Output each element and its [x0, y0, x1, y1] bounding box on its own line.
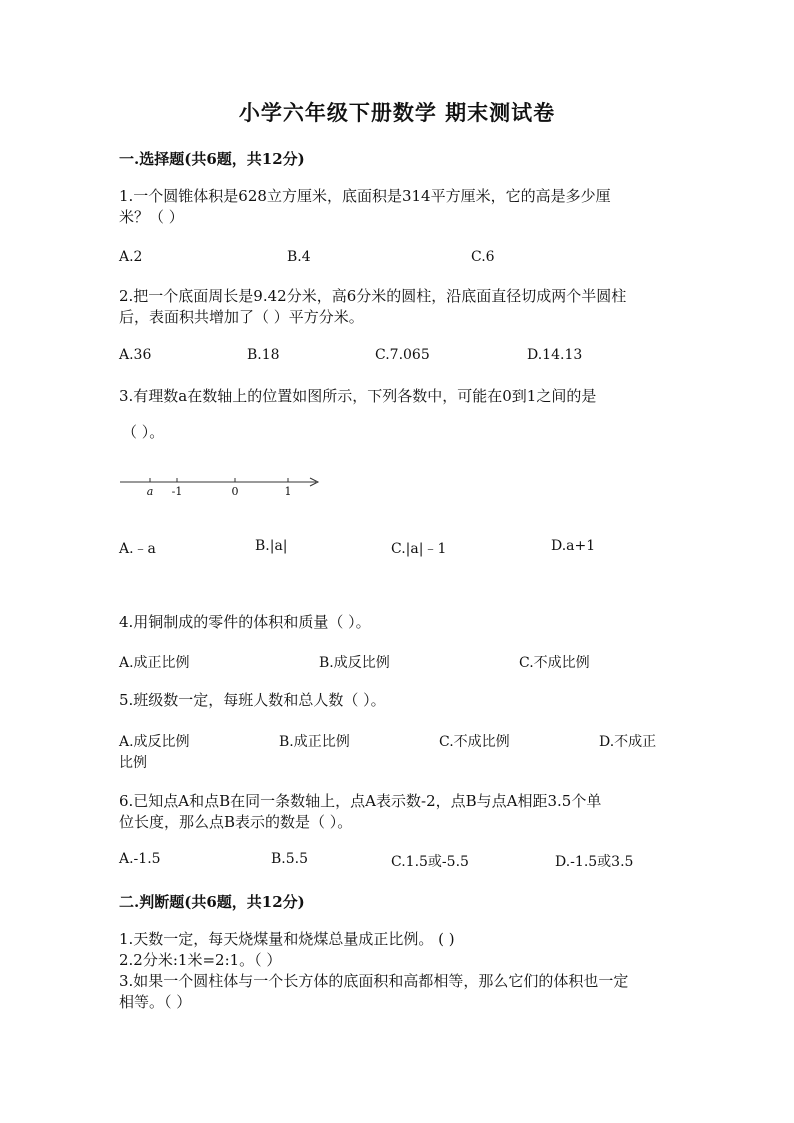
q4-option-b: B.成反比例	[319, 655, 390, 671]
q3-text-line2: （ ）。	[122, 423, 165, 441]
q1-text-line1: 1.一个圆锥体积是628立方厘米，底面积是314平方厘米，它的高是多少厘	[119, 187, 611, 205]
page-title: 小学六年级下册数学 期末测试卷	[238, 100, 556, 125]
q6-text-line2: 位长度，那么点B表示的数是（ ）。	[119, 813, 353, 831]
q3-option-c: C.|a|﹣1	[391, 541, 447, 557]
number-line-label: a	[146, 485, 154, 498]
q2-option-b: B.18	[247, 347, 280, 363]
q5-option-d: D.不成正	[599, 734, 657, 750]
judge-q3-line1: 3.如果一个圆柱体与一个长方体的底面积和高都相等，那么它们的体积也一定	[119, 972, 629, 990]
q5-option-b: B.成正比例	[279, 734, 350, 750]
q1-option-b: B.4	[287, 249, 311, 265]
q3-option-a: A.﹣a	[119, 541, 156, 557]
q6-text-line1: 6.已知点A和点B在同一条数轴上，点A表示数-2，点B与点A相距3.5个单	[119, 792, 602, 810]
q6-option-a: A.-1.5	[119, 851, 161, 867]
q2-text-line1: 2.把一个底面周长是9.42分米，高6分米的圆柱，沿底面直径切成两个半圆柱	[119, 287, 627, 305]
q2-option-a: A.36	[119, 347, 152, 363]
q1-option-a: A.2	[119, 249, 143, 265]
q5-option-d-continued: 比例	[119, 755, 147, 771]
q5-option-a: A.成反比例	[119, 734, 190, 750]
q1-text-line2: 米？（ ）	[119, 208, 184, 226]
number-line-figure	[116, 470, 326, 502]
number-line-label: -1	[171, 485, 183, 498]
q6-option-d: D.-1.5或3.5	[555, 854, 634, 870]
number-line-label: 1	[284, 485, 292, 498]
q4-text: 4.用铜制成的零件的体积和质量（ ）。	[119, 613, 371, 631]
q6-option-b: B.5.5	[271, 851, 309, 867]
q5-text: 5.班级数一定，每班人数和总人数（ ）。	[119, 691, 386, 709]
q6-option-c: C.1.5或-5.5	[391, 854, 469, 870]
q3-option-d: D.a+1	[551, 538, 596, 554]
judge-q1: 1.天数一定，每天烧煤量和烧煤总量成正比例。 ( )	[119, 930, 455, 948]
q5-option-c: C.不成比例	[439, 734, 510, 750]
q2-text-line2: 后，表面积共增加了（ ）平方分米。	[119, 308, 364, 326]
judge-q3-line2: 相等。（ ）	[119, 993, 192, 1011]
number-line-label: 0	[231, 485, 239, 498]
q2-option-c: C.7.065	[375, 347, 430, 363]
q2-option-d: D.14.13	[527, 347, 583, 363]
q4-option-c: C.不成比例	[519, 655, 590, 671]
section-heading-judgment: 二.判断题(共6题，共12分)	[119, 893, 305, 911]
q4-option-a: A.成正比例	[119, 655, 190, 671]
q3-option-b: B.|a|	[255, 538, 288, 554]
judge-q2: 2.2分米:1米=2:1。（ ）	[119, 951, 282, 969]
q3-text-line1: 3.有理数a在数轴上的位置如图所示，下列各数中，可能在0到1之间的是	[119, 387, 597, 405]
q1-option-c: C.6	[471, 249, 495, 265]
section-heading-choice: 一.选择题(共6题，共12分)	[119, 150, 305, 168]
